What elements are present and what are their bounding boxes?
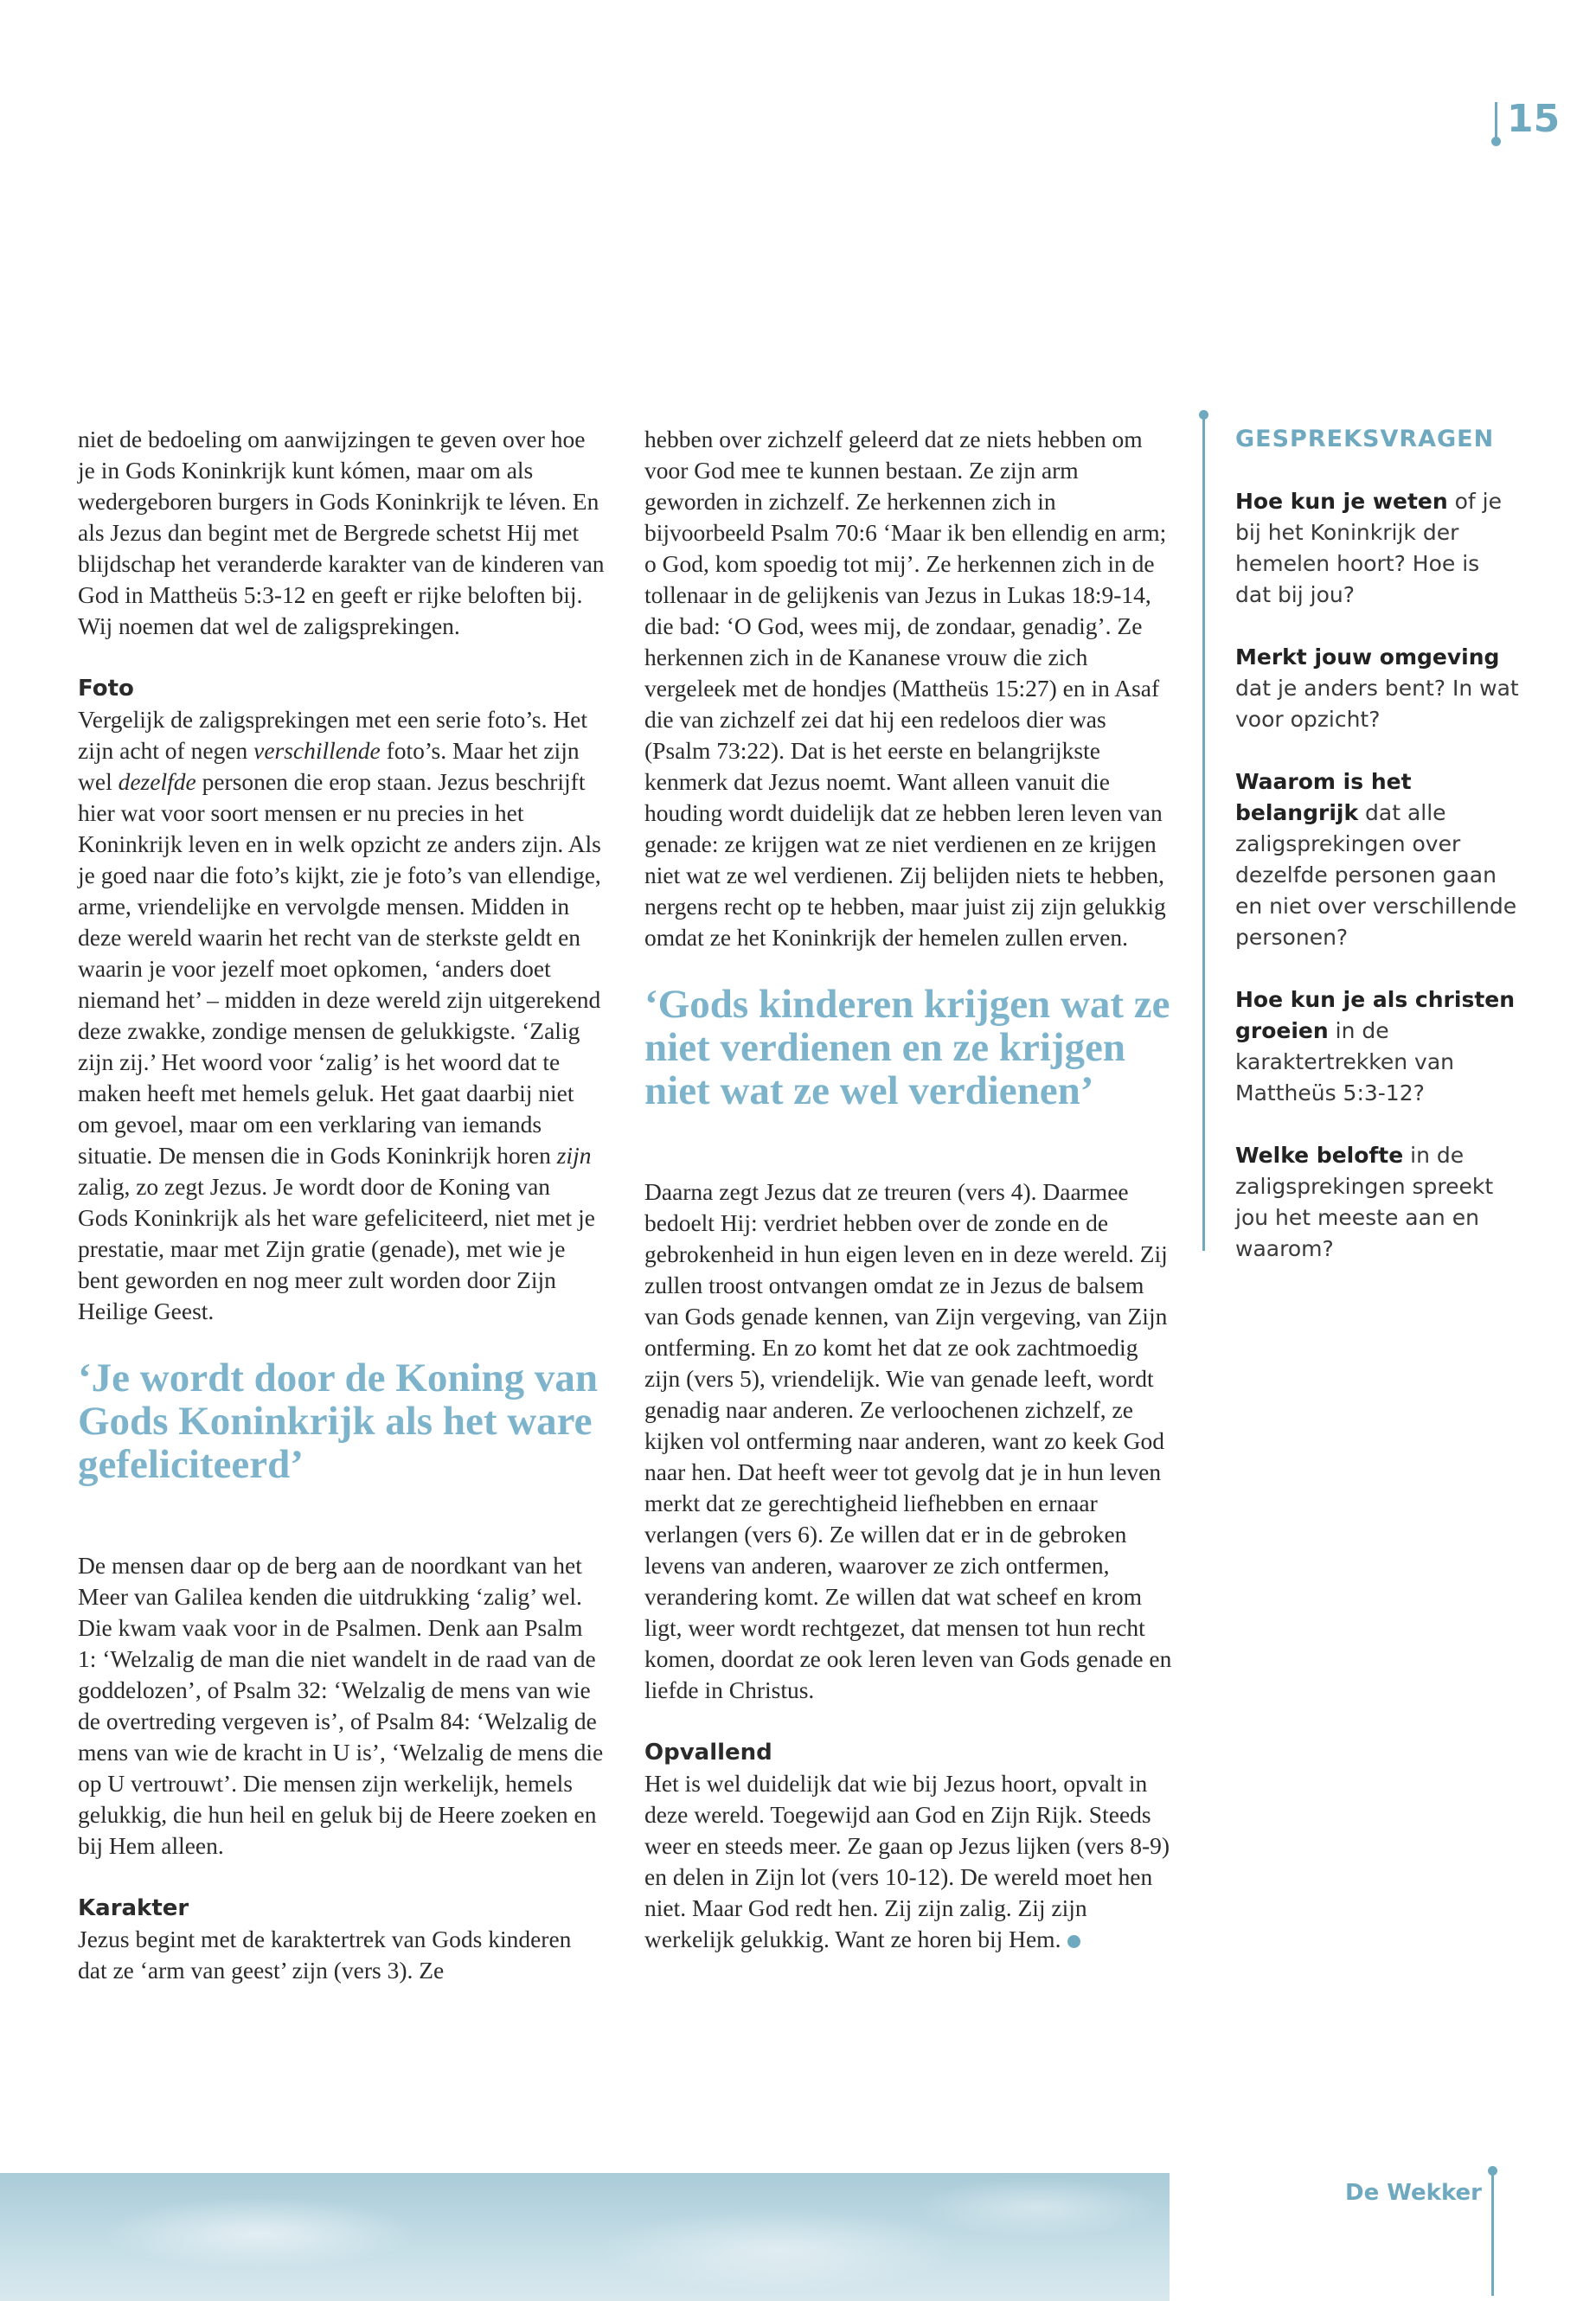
foto-paragraph <box>78 704 606 1327</box>
psalmen-paragraph: De mensen daar op de berg aan de noordkant van het Meer van Galilea kenden die uitdrukking ‘zalig’ wel. Die kwam vaak voor in de Psalmen. Denk aan Psalm 1: ‘Welzalig de man die niet wandelt in de raad van de goddelozen’, of Psalm 32: ‘Welzalig de mens van wie de overtreding vergeven is’, of Psalm 84: ‘Welzalig de mens van wie de kracht in U is’, ‘Welzalig de mens die op U vertrouwt’. Die mensen zijn werkelijk, hemels gelukkig, die hun heil en geluk bij de Heere zoeken en bij Hem alleen. <box>78 1552 604 1859</box>
question-2 <box>1235 642 1521 735</box>
foto-emphasis-3: zijn <box>556 1142 592 1169</box>
sidebar-rule <box>1202 417 1205 1251</box>
magazine-name: De Wekker <box>1345 2180 1482 2206</box>
question-3-lead: Waarom is het belangrijk <box>1235 769 1412 825</box>
sidebar-discussion-questions <box>1235 424 1521 1296</box>
question-2-text: dat je anders bent? In wat voor opzicht? <box>1235 676 1519 732</box>
question-5-text: in de zaligsprekingen spreekt jou het meeste aan en waarom? <box>1235 1143 1494 1261</box>
opvallend-paragraph <box>644 1768 1176 1955</box>
karakter-heading: Karakter <box>78 1895 189 1921</box>
question-4-lead: Hoe kun je als christen groeien <box>1235 987 1516 1043</box>
page-number-rule <box>1495 102 1497 140</box>
foto-heading: Foto <box>78 676 134 702</box>
article-column-2 <box>644 424 1176 1955</box>
question-1-lead: Hoe kun je weten <box>1235 489 1448 514</box>
foto-text-c: personen die erop staan. Jezus beschrijft hier wat voor soort mensen er nu precies in het Koninkrijk leven en in welk opzicht ze anders zijn. Als je goed naar die foto’s kijkt, zie je foto’s van ellendige, arme, vriendelijke en vervolgde mensen. Midden in deze wereld waarin het recht van de sterkste geldt en waarin je voor jezelf moet opkomen, ‘anders doet niemand het’ – midden in deze wereld zijn uitgerekend deze zwakke, zondige mensen de gelukkigste. ‘Zalig zijn zij.’ Het woord voor ‘zalig’ is het woord dat te maken heeft met hemels geluk. Het gaat daarbij niet om gevoel, maar om een verklaring van iemands situatie. De mensen die in Gods Koninkrijk horen <box>78 768 601 1169</box>
question-1 <box>1235 486 1521 611</box>
question-3 <box>1235 766 1521 953</box>
end-mark-dot <box>1067 1935 1080 1948</box>
arm-van-geest-paragraph: hebben over zichzelf geleerd dat ze niets hebben om voor God mee te kunnen bestaan. Ze zijn arm geworden in zichzelf. Ze herkennen zich in bijvoorbeeld Psalm 70:6 ‘Maar ik ben ellendig en arm; o God, kom spoedig tot mij’. Ze herkennen zich in de tollenaar in de gelijkenis van Jezus in Lukas 18:9-14, die bad: ‘O God, wees mij, de zondaar, genadig’. Ze herkennen zich in de Kananese vrouw die zich vergeleek met de hondjes (Mattheüs 15:27) en in Asaf die van zichzelf zei dat hij een redeloos dier was (Psalm 73:22). Dat is het eerste en belangrijkste kenmerk dat Jezus noemt. Want alleen vanuit die houding wordt duidelijk dat ze hebben leren leven van genade: ze krijgen wat ze niet verdienen en ze krijgen niet wat ze wel verdienen. Zij belijden niets te hebben, nergens recht op te hebben, maar juist zij zijn gelukkig omdat ze het Koninkrijk der hemelen zullen erven. <box>644 426 1167 951</box>
foto-text-b: foto’s. Maar het zijn wel <box>78 737 580 795</box>
foto-text-a: Vergelijk de zaligsprekingen met een serie foto’s. Het zijn acht of negen <box>78 706 588 764</box>
article-column-1 <box>78 424 606 1986</box>
question-2-lead: Merkt jouw omgeving <box>1235 644 1500 670</box>
treuren-paragraph: Daarna zegt Jezus dat ze treuren (vers 4). Daarmee bedoelt Hij: verdriet hebben over de zonde en de gebrokenheid in hun eigen leven en in deze wereld. Zij zullen troost ontvangen omdat ze in Jezus de balsem van Gods genade kennen, van Zijn vergeving, van Zijn ontferming. En zo komt het dat ze ook zachtmoedig zijn (vers 5), vriendelijk. Wie van genade leeft, wordt genadig naar anderen. Ze verloochenen zichzelf, ze kijken vol ontferming naar anderen, want zo keek God naar hen. Dat heeft weer tot gevolg dat je in hun leven merkt dat ze gerechtigheid liefhebben en ernaar verlangen (vers 6). Ze willen dat er in de gebroken levens van anderen, waarover ze zich ontfermen, verandering komt. Ze willen dat wat scheef en krom ligt, weer wordt rechtgezet, dat mensen tot hun recht komen, doordat ze ook leren leven van Gods genade en liefde in Christus. <box>644 1178 1172 1703</box>
foto-emphasis-1: verschillende <box>253 737 381 764</box>
footer-sky-image <box>0 2173 1170 2301</box>
question-3-text: dat alle zaligsprekingen over dezelfde personen gaan en niet over verschillende personen? <box>1235 800 1517 950</box>
pull-quote-1: ‘Je wordt door de Koning van Gods Koninkrijk als het ware gefeliciteerd’ <box>78 1356 599 1487</box>
intro-paragraph: niet de bedoeling om aanwijzingen te geven over hoe je in Gods Koninkrijk kunt kómen, maar om als wedergeboren burgers in Gods Koninkrijk te léven. En als Jezus dan begint met de Bergrede schetst Hij met blijdschap het veranderde karakter van de kinderen van God in Mattheüs 5:3-12 en geeft er rijke beloften bij. Wij noemen dat wel de zaligsprekingen. <box>78 426 605 639</box>
opvallend-heading: Opvallend <box>644 1740 772 1766</box>
opvallend-text: Het is wel duidelijk dat wie bij Jezus hoort, opvalt in deze wereld. Toegewijd aan God en Zijn Rijk. Steeds weer en steeds meer. Ze gaan op Jezus lijken (vers 8-9) en delen in Zijn lot (vers 10-12). De wereld moet hen niet. Maar God redt hen. Zij zijn zalig. Zij zijn werkelijk gelukkig. Want ze horen bij Hem. <box>644 1770 1170 1952</box>
footer-rule <box>1491 2175 1494 2296</box>
question-5-lead: Welke belofte <box>1235 1143 1404 1168</box>
foto-text-d: zalig, zo zegt Jezus. Je wordt door de Koning van Gods Koninkrijk als het ware gefeliciteerd, niet met je prestatie, maar met Zijn gratie (genade), met wie je bent geworden en nog meer zult worden door Zijn Heilige Geest. <box>78 1173 595 1324</box>
page-number: 15 <box>1507 97 1561 141</box>
question-4-text: in de karaktertrekken van Mattheüs 5:3-12? <box>1235 1018 1455 1106</box>
pull-quote-2: ‘Gods kinderen krijgen wat ze niet verdienen en ze krijgen niet wat ze wel verdienen’ <box>644 982 1170 1113</box>
question-4 <box>1235 984 1521 1109</box>
question-1-text: of je bij het Koninkrijk der hemelen hoort? Hoe is dat bij jou? <box>1235 489 1502 607</box>
karakter-paragraph: Jezus begint met de karaktertrek van Gods kinderen dat ze ‘arm van geest’ zijn (vers 3). Ze <box>78 1926 572 1984</box>
sidebar-title: GESPREKSVRAGEN <box>1235 426 1495 452</box>
foto-emphasis-2: dezelfde <box>118 768 196 795</box>
page-number-dot <box>1491 137 1501 146</box>
question-5 <box>1235 1140 1521 1265</box>
